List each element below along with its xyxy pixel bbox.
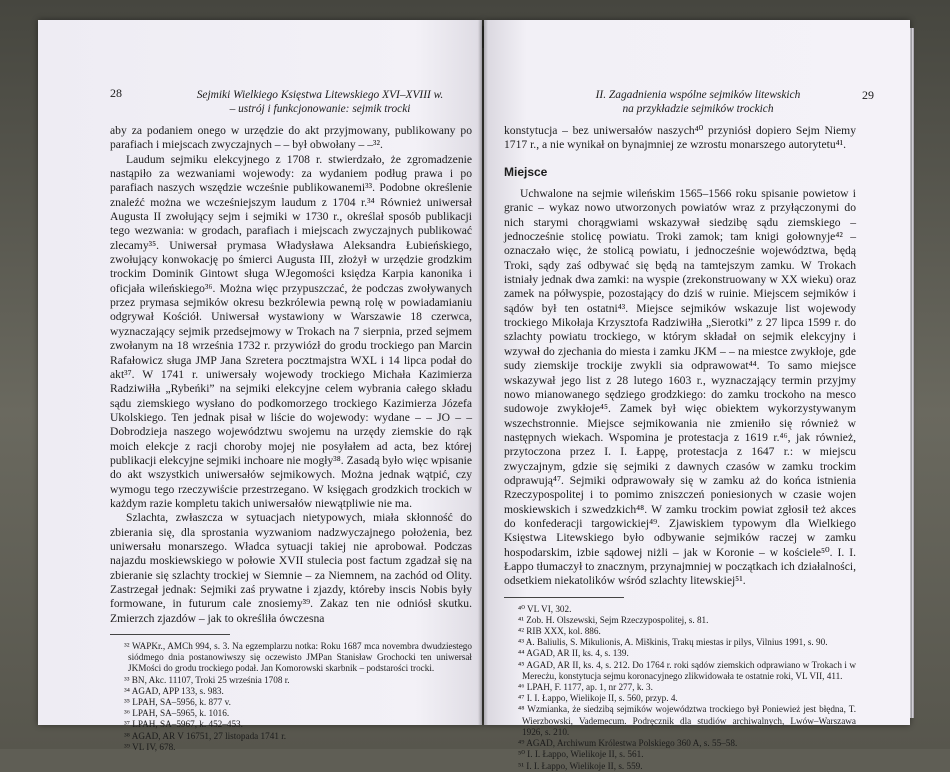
footnote: ⁴⁶ LPAH, F. 1177, ap. 1, nr 277, k. 3.: [518, 682, 653, 693]
left-page: [38, 20, 482, 752]
footnote: ⁴⁵ AGAD, AR II, ks. 4, s. 212. Do 1764 r. roki sądów ziemskich odprawiano w Trokach i w Merecżu, konstytucja sejmu koronacyjnego zlikwidowała te ostatnie roki, VL VII, 411.: [518, 659, 856, 681]
page-number: 28: [110, 86, 122, 100]
footnote: ³⁴ AGAD, APP 133, s. 983.: [124, 685, 224, 696]
body-text: [110, 124, 472, 753]
footnote: ⁴⁰ VL VI, 302.: [518, 603, 572, 614]
footnote: ⁴⁸ Wzmianka, że siedzibą sejmików województwa trockiego był Poniewież jest błędna, T. Wierzbowski, Vademecum. Podręcznik dla studiów archiwalnych, Lwów–Warszawa 1926, s. 210.: [518, 704, 856, 737]
running-head: Sejmiki Wielkiego Księstwa Litewskiego XVI–XVIII w. – ustrój i funkcjonowanie: sejmik trocki: [196, 89, 444, 115]
right-page: [484, 20, 910, 771]
footnote: ³⁷ LPAH, SA–5967, k. 452–453.: [124, 719, 243, 730]
page-number: 29: [862, 88, 874, 102]
footnote: ³⁹ VL IV, 678.: [124, 741, 176, 752]
footnotes: [504, 604, 856, 772]
paragraph: Szlachta, zwłaszcza w sytuacjach nietypowych, miała skłonność do zbierania się, dla sprostania wyzwaniom nadzwyczajnego położenia, bez uniwersału monarszego. Władca sytuacji takiej nie aprobował. Podczas najazdu moskiewskiego w połowie XVII stulecia post factum zgadzał się na zbieranie się szlachty trockiej w Siemnie – za Niemnem, na zachód od Olity. Zastrzegał jednak: Sejmiki zaś prywatne i zjazdy, któreby inscis Nobis były formowane, in futurum cale znosiemy³⁹. Zakaz ten nie odniósł skutku. Zmierzch zjazdów – jak to określiła ówczesna: [110, 511, 472, 625]
running-head: II. Zagadnienia wspólne sejmików litewskich na przykładzie sejmików trockich: [595, 89, 801, 115]
footnote: ³³ BN, Akc. 11107, Troki 25 września 1708 r.: [124, 674, 290, 685]
body-text: [504, 124, 856, 772]
footnote: ³⁵ LPAH, SA–5956, k. 877 v.: [124, 697, 231, 708]
paragraph: Uchwalone na sejmie wileńskim 1565–1566 roku spisanie powietow i granic – wykaz nowo utworzonych powiatów wraz z przyłączonymi do nich starymi chorągwiami wskazywał siedzibę sądu ziemskiego – jednocześnie stolicę powiatu. Troki zamok; tam knigi gołownyje⁴² – oznaczało więc, że stolicą powiatu, i jednocześnie województwa, będą Troki, sądy zaś odbywać się będą na tamtejszym zamku. W Trokach istniały jednak dwa zamki: na wyspie (zrekonstruowany w XX wieku) oraz zamek na półwyspie, pozostający do dziś w ruinie. Miejscem sejmików i sądów był ten ostatni⁴³. Miejsce sejmików wskazuje list wojewody trockiego Mikołaja Krzysztofa Radziwiłła „Sierotki” z 27 lipca 1599 r. do szlachty powiatu trockiego, w którym składał on sejmik elekcyjny i wzywał do zjechania do miesta i zamku JKM – – na miestce zwykłoje, gde sudy ziemskije trockije zwykli sia odprawowat⁴⁴. To samo miejsce wskazywał jego list z 28 lutego 1603 r., wyznaczający termin przyjmy nowo mianowanego sędziego grodzkiego: do zamku trockoho na mesco sudowoje zwykłoje⁴⁵. Zamek był więc obiektem wykorzystywanym wszechstronnie. Miejsce sejmikowania nie zmieniło się również w następnych wiekach. Wspomina je protestacja z 1619 r.⁴⁶, jak również, przytoczona przez I. I. Łappę, protestacja z 1647 r.: w miejscu zwyczajnym, gdzie się sejmiki z dawnych czasów w zamku trockim odprawują⁴⁷. Sejmiki odprawowały się w zamku aż do końca istnienia Rzeczypospolitej i to pomimo zniszczeń poniesionych w czasie wojen moskiewskich i szwedzkich⁴⁸. W zamku trockim powiat zgłosił też akces do konfederacji targowickiej⁴⁹. Zjawiskiem typowym dla Wielkiego Księstwa Litewskiego było odbywanie sejmików raczej w zamku hospodarskim, izbie sądowej niżli – jak w Koronie – w kościele⁵⁰. I. I. Łappo tłumaczył to znacznym, przynajmniej w początkach ich działalności, odsetkiem niekatolików wśród szlachty litewskiej⁵¹.: [504, 187, 856, 588]
footnote: ⁵¹ I. I. Łappo, Wielikoje II, s. 559.: [518, 760, 643, 771]
footnote: ⁴¹ Zob. H. Olszewski, Sejm Rzeczypospolitej, s. 81.: [518, 614, 709, 625]
footnote: ⁴⁷ I. I. Łappo, Wielikoje II, s. 560, przyp. 4.: [518, 693, 678, 704]
footnote: ⁴⁹ AGAD, Archiwum Królestwa Polskiego 360 A, s. 55–58.: [518, 738, 738, 749]
paragraph: konstytucja – bez uniwersałów naszych⁴⁰ przyniósł dopiero Sejm Niemy 1717 r., a nie wynikał on bynajmniej ze wzrostu monarszego autorytetu⁴¹.: [504, 124, 856, 152]
footnote: ⁵⁰ I. I. Łappo, Wielikoje II, s. 561.: [518, 749, 644, 760]
paragraph: Laudum sejmiku elekcyjnego z 1708 r. stwierdzało, że zgromadzenie nastąpiło za wezwaniami wojewody: za wydaniem podług prawa i po parafiach naszych wszędzie wcześnie publikowanemi³³. Podobne określenie znaleźć można we wcześniejszym laudum z 1704 r.³⁴ Również uniwersał Augusta II zwołujący sejm i sejmiki w 1730 r., określał sposób publikacji tego wezwania: w grodach, parafiach i miejscach zwyczajnych publikować zlecamy³⁵. Uniwersał prymasa Władysława Aleksandra Łubieńskiego, zwołujący konwokację po śmierci Augusta III, złożył w urzędzie grodzkim trockim Dominik Gintowt sługa WJegomości księdza Karpia kanonika i oficjała wileńskiego³⁶. Można więc przypuszczać, że podczas zwoływanych przez prymasa sejmików okresu bezkrólewia pewną rolę w powiadamianiu odgrywał Kościół. Uniwersał wystawiony w Warszawie 18 czerwca, wyznaczający sejmik przedsejmowy w Trokach na 7 sierpnia, przed sejmem zwołanym na 18 września 1732 r. przywiózł do grodu trockiego pan Marcin Rafałowicz sługa JMP Jana Szretera pocztmajstra WXL i 14 lipca podał do akt³⁷. W 1741 r. uniwersały wojewody trockiego Michała Kazimierza Radziwiłła „Rybeńki” na sejmiki elekcyjne celem wybrania całego składu sądu ziemskiego wysłano do podkomorzego trockiego Kazimierza Józefa Ukolskiego. Ten jednak pisał w liście do wojewody: wydane – – JO – – Dobrodzieja naszego województwu swojemu na urzędy ziemskie do rąk moich elekcje z racji choroby mojej nie posyłałem ad acta, bez której publikacji elekcyjne sejmiki inchoare nie mogły³⁸. Zasadą było więc wpisanie do akt wszystkich uniwersałów sejmikowych. Można jednak wątpić, czy wymogu tego rzeczywiście przestrzegano. W księgach grodzkich trockich w każdym razie kompletu takich uniwersałów niewątpliwie nie ma.: [110, 152, 472, 510]
footnote: ³² WAPKr., AMCh 994, s. 3. Na egzemplarzu notka: Roku 1687 mca novembra dwudziestego siódmego dnia postanowiwszy się oczewisto JMPan Stanisław Grochocki ten uniwersał JKMości do grodu trockiego podał. Jan Komorowski skarbnik – podstarości trocki.: [124, 641, 472, 674]
section-heading: Miejsce: [504, 164, 548, 179]
paragraph: aby za podaniem onego w urzędzie do akt przyjmowany, publikowany po parafiach i miejscach zwyczajnych – – był obwołany – –³².: [110, 124, 472, 152]
book-spine: [478, 20, 488, 725]
footnote-rule: [110, 634, 230, 635]
footnote: ⁴⁴ AGAD, AR II, ks. 4, s. 139.: [518, 648, 629, 659]
footnote-rule: [504, 597, 624, 598]
footnotes: [110, 641, 472, 753]
footnote: ⁴³ A. Baliulis, S. Mikulionis, A. Miškinis, Trakų miestas ir pilys, Vilnius 1991, s. 90.: [518, 637, 828, 648]
footnote: ³⁶ LPAH, SA–5965, k. 1016.: [124, 708, 230, 719]
footnote: ³⁸ AGAD, AR V 16751, 27 listopada 1741 r.: [124, 730, 287, 741]
footnote: ⁴² RIB XXX, kol. 886.: [518, 626, 601, 637]
